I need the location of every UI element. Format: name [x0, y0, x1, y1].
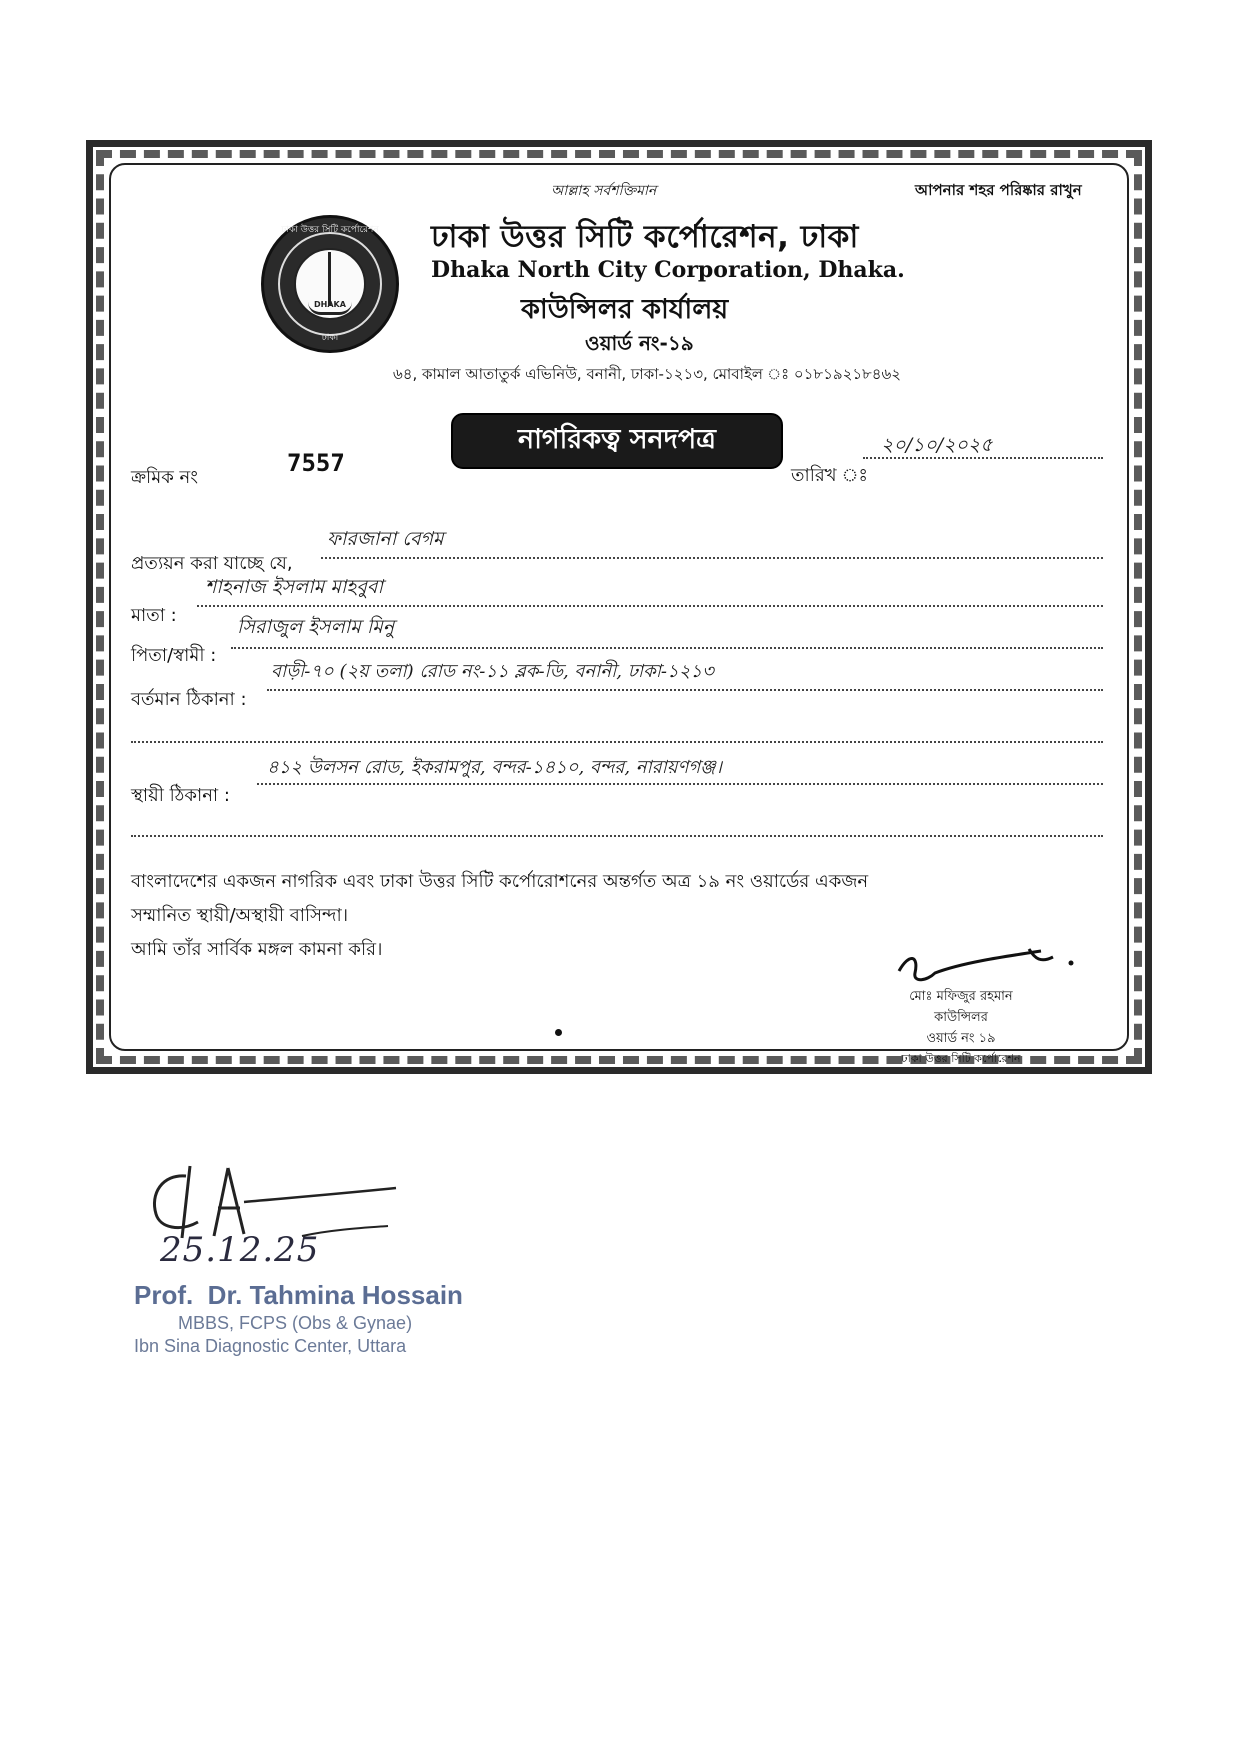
- permanent-address-value: ৪১২ উলসন রোড, ইকরামপুর, বন্দর-১৪১০, বন্দর, নারায়ণগঞ্জ।: [267, 757, 722, 778]
- stamp-center: Ibn Sina Diagnostic Center, Uttara: [134, 1336, 407, 1356]
- date-underline-icon: [300, 1222, 390, 1242]
- signatory-org: ঢাকা উত্তর সিটি কর্পোরেশন: [901, 1052, 1021, 1065]
- serial-label: ক্রমিক নং: [131, 467, 199, 488]
- date-value: ২০/১০/২০২৫: [881, 434, 993, 456]
- body-line-3: আমি তাঁর সার্বিক মঙ্গল কামনা করি।: [131, 939, 383, 960]
- seal-bottom-text: ঢাকা: [321, 333, 339, 343]
- attestation-stamp: [134, 1280, 463, 1357]
- signatory-name: মোঃ মফিজুর রহমান: [909, 989, 1013, 1004]
- dncc-seal-icon: [261, 215, 399, 353]
- title-bangla: ঢাকা উত্তর সিটি কর্পোরেশন, ঢাকা: [431, 219, 859, 255]
- office-address: ৬৪, কামাল আতাতুর্ক এভিনিউ, বনানী, ঢাকা-১২১৩, মোবাইল ঃ ০১৮১৯২১৮৪৬২: [393, 365, 902, 383]
- office-title: কাউন্সিলর কার্যালয়: [521, 294, 729, 325]
- certificate-heading: নাগরিকত্ব সনদপত্র: [451, 413, 783, 469]
- certify-value: ফারজানা বেগম: [327, 528, 444, 550]
- date-label: তারিখ ঃ: [791, 465, 869, 486]
- top-right-slogan: আপনার শহর পরিষ্কার রাখুন: [915, 181, 1082, 199]
- title-english: Dhaka North City Corporation, Dhaka.: [431, 257, 905, 283]
- attestation-date: 25.12.25: [160, 1230, 320, 1270]
- father-value: সিরাজুল ইসলাম মিনু: [237, 616, 395, 638]
- seal-top-text: ঢাকা উত্তর সিটি কর্পোরেশন: [281, 225, 379, 235]
- present-address-value: বাড়ী-৭০ (২য় তলা) রোড নং-১১ ব্লক-ডি, বনানী, ঢাকা-১২১৩: [271, 661, 714, 682]
- body-line-2: সম্মানিত স্থায়ী/অস্থায়ী বাসিন্দা।: [131, 905, 349, 926]
- father-label: পিতা/স্বামী :: [131, 645, 217, 666]
- mother-value: শাহনাজ ইসলাম মাহবুবা: [205, 576, 384, 598]
- permanent-address-label: স্থায়ী ঠিকানা :: [131, 785, 230, 806]
- signatory-title: কাউন্সিলর: [934, 1010, 988, 1025]
- signatory-ward: ওয়ার্ড নং ১৯: [926, 1031, 996, 1046]
- stamp-degree: MBBS, FCPS (Obs & Gynae): [178, 1313, 413, 1333]
- body-line-1: বাংলাদেশের একজন নাগরিক এবং ঢাকা উত্তর সিটি কর্পোরোশনের অন্তর্গত অত্র ১৯ নং ওয়ার্ডের একজন: [131, 871, 869, 892]
- present-address-label: বর্তমান ঠিকানা :: [131, 689, 247, 710]
- top-left-motto: আল্লাহ সর্বশক্তিমান: [551, 183, 657, 199]
- mother-label: মাতা :: [131, 605, 177, 626]
- seal-center-text: DHAKA: [314, 300, 346, 309]
- ink-dot: [555, 1029, 562, 1036]
- signatory-block: [841, 987, 1081, 1069]
- ward-number: ওয়ার্ড নং-১৯: [585, 331, 694, 355]
- certificate-frame: [86, 140, 1152, 1074]
- stamp-doctor-name: Prof. Dr. Tahmina Hossain: [134, 1280, 463, 1310]
- certificate-inner-border: [109, 163, 1129, 1065]
- serial-value: 7557: [287, 449, 345, 477]
- councillor-signature-icon: [891, 943, 1081, 993]
- certify-label: প্রত্যয়ন করা যাচ্ছে যে,: [131, 553, 293, 574]
